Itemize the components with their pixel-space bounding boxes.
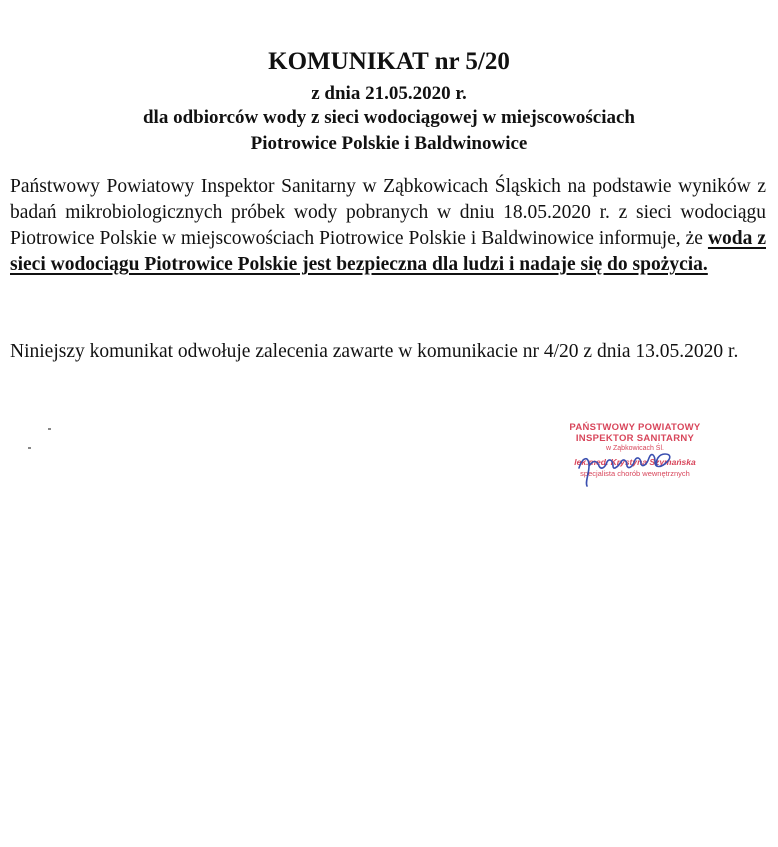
- document-subtitle-line2: Piotrowice Polskie i Baldwinowice: [250, 133, 528, 154]
- announcement-paragraph: [10, 174, 766, 278]
- scan-speck: [28, 447, 31, 449]
- announcement-text: Państwowy Powiatowy Inspektor Sanitarny w Ząbkowicach Śląskich na podstawie wyników z badań mikrobiologicznych próbek wody pobranych w dniu 18.05.2020 r. z sieci wodociągu Piotrowice Polskie w miejscowościach Piotrowice Polskie i Baldwinowice informuje, że: [10, 176, 766, 249]
- stamp-line-3: w Ząbkowicach Śl.: [606, 445, 664, 452]
- scan-speck: [48, 428, 51, 430]
- announcement-emphasis: woda z sieci wodociągu Piotrowice Polskie jest bezpieczna dla ludzi i nadaje się do spożycia.: [10, 228, 766, 275]
- document-title: KOMUNIKAT nr 5/20: [268, 48, 510, 75]
- document-date: z dnia 21.05.2020 r.: [311, 83, 467, 104]
- stamp-line-1: PAŃSTWOWY POWIATOWY: [569, 422, 701, 433]
- revocation-paragraph: Niniejszy komunikat odwołuje zalecenia zawarte w komunikacie nr 4/20 z dnia 13.05.2020 r.: [10, 341, 739, 362]
- stamp-line-2: INSPEKTOR SANITARNY: [575, 433, 695, 444]
- stamp-line-5: specjalista chorób wewnętrznych: [580, 469, 690, 478]
- stamp-line-4: lek.med. Krystyna Szymańska: [574, 457, 696, 467]
- handwritten-signature: [575, 438, 675, 488]
- document-subtitle-line1: dla odbiorców wody z sieci wodociągowej w miejscowościach: [142, 107, 635, 128]
